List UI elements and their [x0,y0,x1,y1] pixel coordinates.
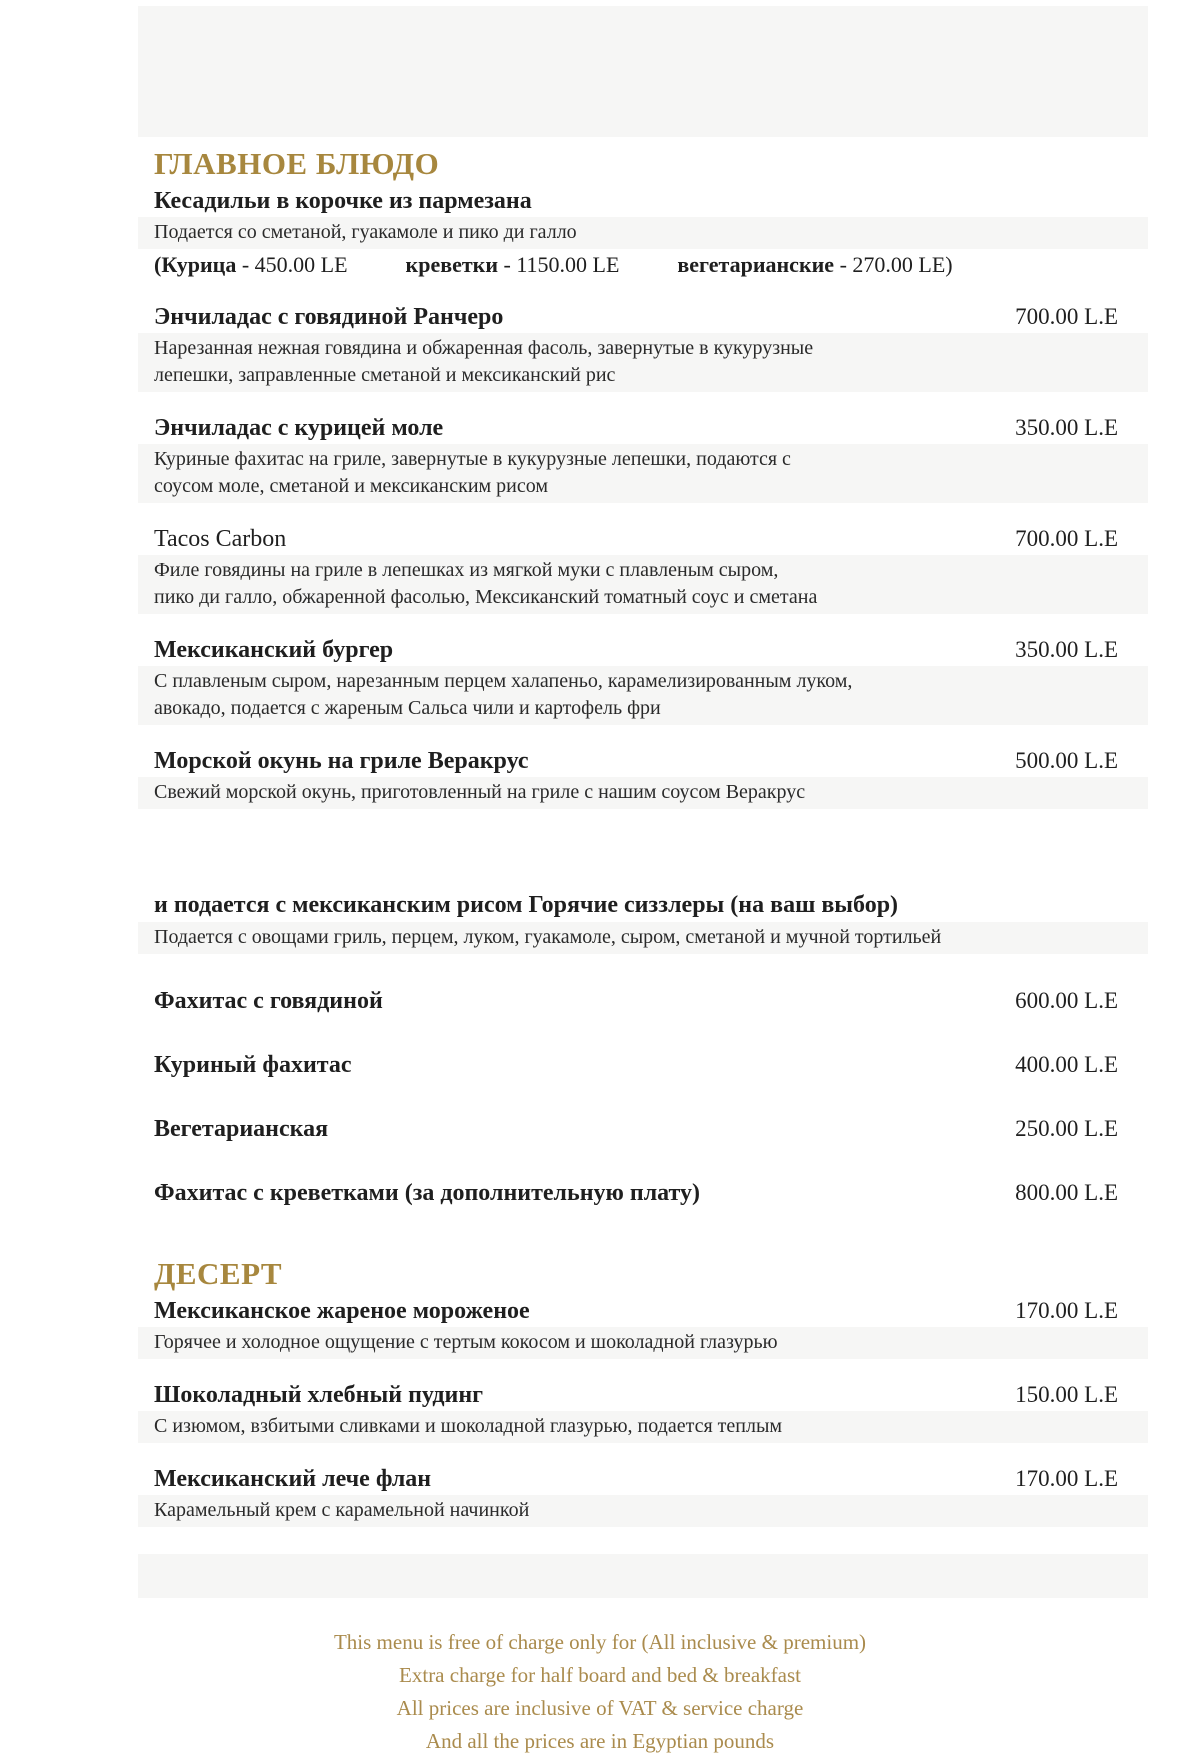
sizzler-option-row [138,1113,1148,1145]
item-description [138,444,1148,503]
description-line: Карамельный крем с карамельной начинкой [154,1499,530,1521]
sizzler-options [138,985,1148,1209]
item-price: 170.00 L.E [1015,1298,1118,1323]
item-name: Фахитас с говядиной [154,988,383,1014]
menu-column [138,6,1148,1758]
description-line: пико ди галло, обжаренной фасолью, Мексиканский томатный соус и сметана [154,586,818,608]
variant-label: вегетарианские [677,252,835,277]
item-name-row [138,745,1148,777]
description-line: лепешки, заправленные сметаной и мексиканский рис [154,364,616,386]
item-name: Мексиканский лече флан [154,1466,432,1492]
item-name: Мексиканский бургер [154,637,394,663]
item-description [138,1495,1148,1527]
item-name-row [138,1379,1148,1411]
footer-line: This menu is free of charge only for (All inclusive & premium) [333,1630,867,1654]
sizzler-option-row [138,1049,1148,1081]
section-gap [138,829,1148,889]
item-price: 150.00 L.E [1015,1382,1118,1407]
menu-item [138,412,1148,503]
item-description [138,555,1148,614]
item-name: Энчиладас с говядиной Ранчеро [154,304,504,330]
menu-item [138,301,1148,392]
footer-line: Extra charge for half board and bed & breakfast [399,1663,801,1687]
item-price: 800.00 L.E [1015,1180,1118,1205]
section-title-main: ГЛАВНОЕ БЛЮДО [154,146,440,181]
item-price: 700.00 L.E [1015,526,1118,551]
section-title-dessert: ДЕСЕРТ [154,1256,283,1291]
item-description [138,1411,1148,1443]
variant-option [154,249,348,281]
menu-page [0,6,1200,1753]
description-line: Свежий морской окунь, приготовленный на гриле с нашим соусом Веракрус [154,781,806,803]
menu-item [138,523,1148,614]
sizzlers-heading: и подается с мексиканским рисом Горячие сиззлеры (на ваш выбор) [154,892,899,918]
item-name: Мексиканское жареное мороженое [154,1298,530,1324]
variant-price: - 1150.00 LE [503,252,620,277]
item-name: Куриный фахитас [154,1052,352,1078]
description-line: соусом моле, сметаной и мексиканским рисом [154,475,549,497]
item-description [138,333,1148,392]
item-name-row [138,412,1148,444]
variant-option [406,249,620,281]
sizzler-option-row [138,1177,1148,1209]
item-price: 400.00 L.E [1015,1052,1118,1077]
description-line: Подается со сметаной, гуакамоле и пико ди галло [154,221,577,243]
menu-item [138,1379,1148,1443]
variant-price: - 450.00 LE [241,252,348,277]
description-line: Куриные фахитас на гриле, завернутые в кукурузные лепешки, подаются с [154,448,791,470]
item-price: 250.00 L.E [1015,1116,1118,1141]
top-spacer-block [138,6,1148,137]
menu-item-quesadilla [138,185,1148,281]
item-name-row [138,523,1148,555]
item-price: 170.00 L.E [1015,1466,1118,1491]
variant-option [677,249,952,281]
item-price: 500.00 L.E [1015,748,1118,773]
item-price: 350.00 L.E [1015,637,1118,662]
item-price: 350.00 L.E [1015,415,1118,440]
description-line: Нарезанная нежная говядина и обжаренная фасоль, завернутые в кукурузные [154,337,814,359]
sizzlers-description [138,922,1148,954]
item-price: 600.00 L.E [1015,988,1118,1013]
variant-label: креветки [405,252,499,277]
description-line: Горячее и холодное ощущение с тертым кокосом и шоколадной глазурью [154,1331,778,1353]
item-name: Вегетарианская [154,1116,329,1142]
footer-line: And all the prices are in Egyptian pounds [425,1729,775,1753]
menu-item [138,634,1148,725]
item-name-row [138,634,1148,666]
item-name: Морской окунь на гриле Веракрус [154,748,529,774]
item-name-row [138,1295,1148,1327]
variant-price: - 270.00 LE) [839,252,953,277]
item-name: Энчиладас с курицей моле [154,415,444,441]
footer-note [0,1626,1200,1758]
description-line: авокадо, подается с жареным Сальса чили и картофель фри [154,697,661,719]
menu-item [138,1463,1148,1527]
description-line: Подается с овощами гриль, перцем, луком, гуакамоле, сыром, сметаной и мучной тортильей [154,926,942,948]
item-name: Tacos Carbon [154,526,287,552]
item-description [138,1327,1148,1359]
item-name: Кесадильи в корочке из пармезана [154,188,532,214]
item-description [138,666,1148,725]
sizzler-option-row [138,985,1148,1017]
item-description [138,777,1148,809]
variant-label: (Курица [154,252,237,277]
menu-item [138,745,1148,809]
description-line: Филе говядины на гриле в лепешках из мягкой муки с плавленым сыром, [154,559,779,581]
bottom-spacer-block [138,1554,1148,1598]
item-name-row [138,301,1148,333]
item-description [138,217,1148,249]
menu-item [138,1295,1148,1359]
item-name-row [138,185,1148,217]
item-price: 700.00 L.E [1015,304,1118,329]
footer-line: All prices are inclusive of VAT & service charge [396,1696,804,1720]
variant-row [138,249,1148,281]
description-line: С изюмом, взбитыми сливками и шоколадной глазурью, подается теплым [154,1415,783,1437]
description-line: С плавленым сыром, нарезанным перцем халапеньо, карамелизированным луком, [154,670,853,692]
item-name: Шоколадный хлебный пудинг [154,1382,484,1408]
item-name: Фахитас с креветками (за дополнительную плату) [154,1180,701,1206]
item-name-row [138,1463,1148,1495]
